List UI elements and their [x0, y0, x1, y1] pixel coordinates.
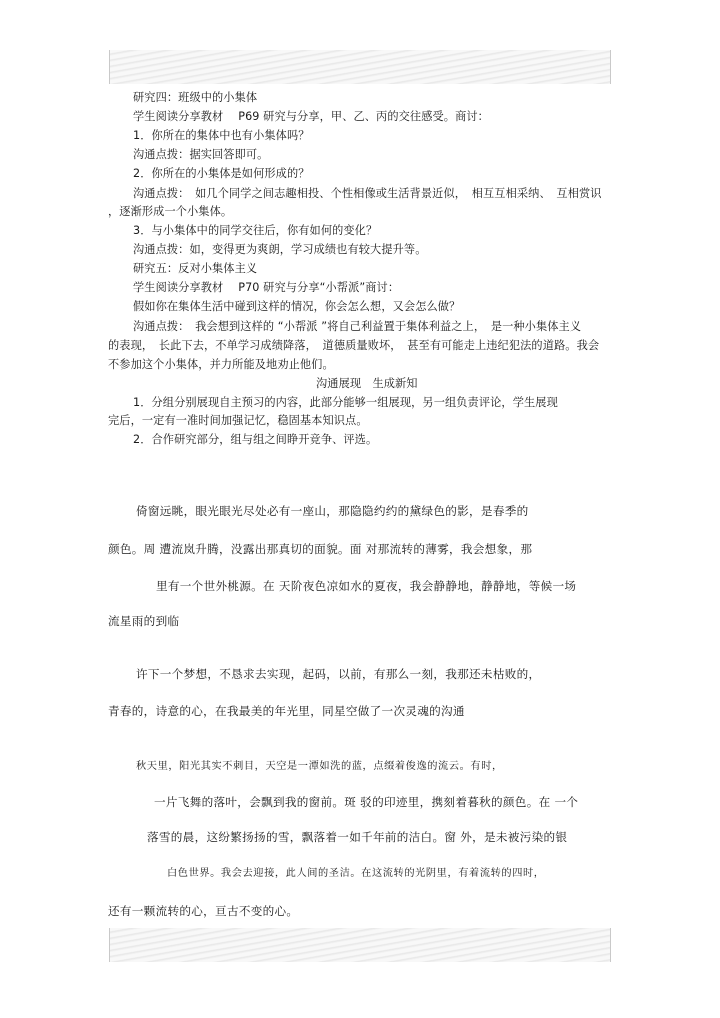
prose-line: 倚窗远眺，眼光眼光尽处必有一座山，那隐隐约约的黛绿色的影，是春季的	[136, 504, 529, 518]
answer-2: 沟通点拨： 如几个同学之间志趣相投、个性相像或生活背景近似， 相互互相采纳、 互相赏识	[133, 187, 602, 200]
answer-1: 沟通点拨：据实回答即可。	[133, 148, 269, 161]
header-frame-left	[109, 50, 110, 84]
answer-4: 沟通点拨： 我会想到这样的 “小帮派 ”将自己利益置于集体利益之上， 是一种小集体主义	[133, 320, 582, 333]
prose-line: 秋天里，阳光其实不刺目，天空是一潭如洗的蓝，点缀着俊逸的流云。有时，	[136, 761, 503, 772]
step-1: 1．分组分别展现自主预习的内容，此部分能够一组展现，另一组负责评论，学生展现	[133, 396, 558, 409]
prose-line: 白色世界。我会去迎接，此人间的圣洁。在这流转的光阴里，有着流转的四时，	[167, 868, 545, 879]
step-2: 2．合作研究部分，组与组之间睁开竞争、评选。	[133, 433, 378, 446]
prose-line: 青春的，诗意的心，在我最美的年光里，同星空做了一次灵魂的沟通	[108, 704, 465, 718]
question-3: 3．与小集体中的同学交往后，你有如何的变化？	[133, 224, 378, 237]
prose-line: 落雪的晨，这纷繁扬扬的雪，飘落着一如千年前的洁白。窗 外，是未被污染的银	[147, 830, 568, 844]
prose-line: 还有一颗流转的心，亘古不变的心。	[108, 904, 299, 918]
text-line: 学生阅读分享教材 P69 研究与分享，甲、乙、丙的交往感受。商讨：	[133, 110, 489, 123]
header-decoration	[110, 50, 610, 84]
question-4: 假如你在集体生活中碰到这样的情况，你会怎么想，又会怎么做？	[133, 300, 461, 313]
footer-frame-left	[109, 928, 110, 962]
section-heading: 沟通展现 生成新知	[316, 377, 418, 390]
section-title-4: 研究四：班级中的小集体	[133, 91, 258, 104]
prose-line: 一片飞舞的落叶，会飘到我的窗前。斑 驳的印迹里，携刻着暮秋的颜色。在 一个	[154, 795, 579, 809]
step-1-cont: 完后，一定有一准时间加强记忆，稳固基本知识点。	[108, 414, 368, 427]
question-2: 2．你所在的小集体是如何形成的？	[133, 167, 310, 180]
prose-line: 流星雨的到临	[108, 614, 180, 628]
header-frame-right	[610, 50, 611, 84]
prose-line: 颜色。周 遭流岚升腾，没露出那真切的面貌。面 对那流转的薄雾，我会想象，那	[108, 542, 533, 556]
section-title-5: 研究五：反对小集体主义	[133, 262, 258, 275]
question-1: 1．你所在的集体中也有小集体吗？	[133, 129, 310, 142]
footer-frame-right	[610, 928, 611, 962]
prose-line: 里有一个世外桃源。在 天阶夜色凉如水的夏夜，我会静静地，静静地，等候一场	[156, 579, 577, 593]
footer-decoration	[110, 928, 610, 962]
answer-4-cont: 不参加这个小集体，并力所能及地劝止他们。	[108, 358, 334, 371]
text-line: 学生阅读分享教材 P70 研究与分享“小帮派”商讨：	[133, 281, 400, 294]
answer-3: 沟通点拨：如，变得更为爽朗，学习成绩也有较大提升等。	[133, 243, 427, 256]
answer-2-cont: ，逐渐形成一个小集体。	[108, 205, 233, 218]
answer-4-cont: 的表现， 长此下去，不单学习成绩降落， 道德质量败坏， 甚至有可能走上违纪犯法的道路。我会	[108, 339, 600, 352]
prose-line: 许下一个梦想，不恳求去实现，起码，以前，有那么一刻，我那还未枯败的，	[136, 667, 541, 681]
